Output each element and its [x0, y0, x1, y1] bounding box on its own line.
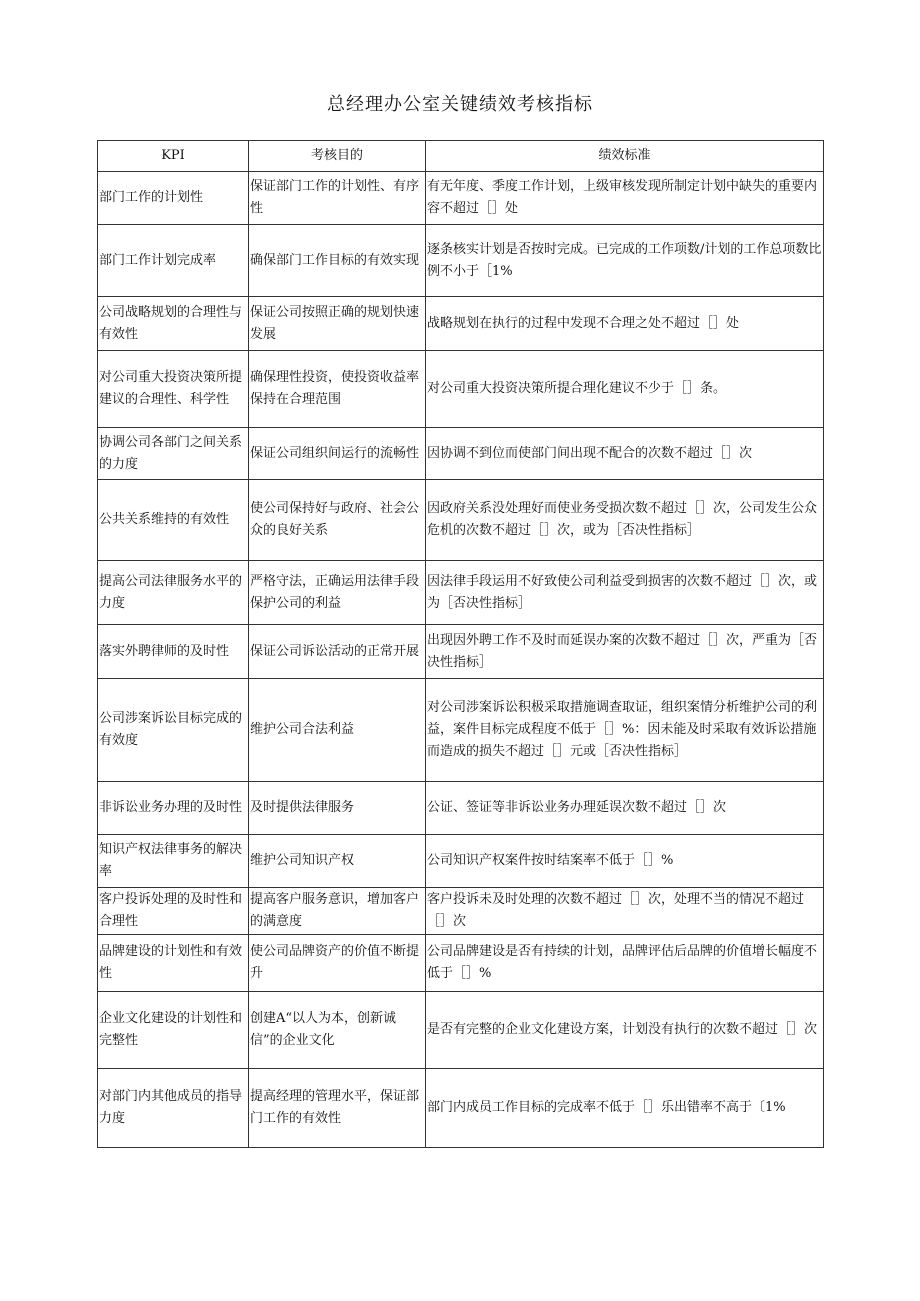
table-header-row: [98, 141, 824, 172]
kpi-cell: 协调公司各部门之间关系的力度: [98, 428, 249, 480]
purpose-cell: 及时提供法律服务: [249, 782, 426, 835]
purpose-cell: 维护公司知识产权: [249, 835, 426, 888]
standard-cell: 战略规划在执行的过程中发现不合理之处不超过［］处: [426, 297, 824, 351]
standard-cell: 公司知识产权案件按时结案率不低于［］%: [426, 835, 824, 888]
table-row: [98, 1069, 824, 1148]
kpi-cell: 部门工作计划完成率: [98, 225, 249, 297]
table-row: [98, 480, 824, 561]
standard-cell: 有无年度、季度工作计划，上级审核发现所制定计划中缺失的重要内容不超过［］处: [426, 172, 824, 225]
standard-cell: 因法律手段运用不好致使公司利益受到损害的次数不超过［］次，或为［否决性指标］: [426, 561, 824, 625]
purpose-cell: 保证公司诉讼活动的正常开展: [249, 625, 426, 679]
purpose-cell: 保证公司按照正确的规划快速发展: [249, 297, 426, 351]
header-purpose: 考核目的: [249, 141, 426, 172]
purpose-cell: 使公司品牌资产的价值不断提升: [249, 935, 426, 992]
purpose-cell: 提高客户服务意识，增加客户的满意度: [249, 888, 426, 935]
purpose-cell: 保证部门工作的计划性、有序性: [249, 172, 426, 225]
header-kpi: KPI: [98, 141, 249, 172]
standard-cell: 对公司重大投资决策所提合理化建议不少于［］条。: [426, 351, 824, 428]
standard-cell: 公证、签证等非诉讼业务办理延误次数不超过［］次: [426, 782, 824, 835]
table-row: [98, 351, 824, 428]
standard-cell: 因协调不到位而使部门间出现不配合的次数不超过［］次: [426, 428, 824, 480]
table-row: [98, 888, 824, 935]
standard-cell: 是否有完整的企业文化建设方案，计划没有执行的次数不超过［］次: [426, 992, 824, 1069]
kpi-cell: 公司涉案诉讼目标完成的有效度: [98, 679, 249, 782]
table-row: [98, 679, 824, 782]
page-title: 总经理办公室关键绩效考核指标: [327, 94, 593, 115]
kpi-cell: 客户投诉处理的及时性和合理性: [98, 888, 249, 935]
kpi-cell: 公司战略规划的合理性与有效性: [98, 297, 249, 351]
header-standard: 绩效标准: [426, 141, 824, 172]
kpi-cell: 对部门内其他成员的指导力度: [98, 1069, 249, 1148]
purpose-cell: 维护公司合法利益: [249, 679, 426, 782]
kpi-cell: 对公司重大投资决策所提建议的合理性、科学性: [98, 351, 249, 428]
table-row: [98, 992, 824, 1069]
kpi-cell: 落实外聘律师的及时性: [98, 625, 249, 679]
standard-cell: 公司品牌建设是否有持续的计划，品牌评估后品牌的价值增长幅度不低于［］%: [426, 935, 824, 992]
standard-cell: 客户投诉未及时处理的次数不超过［］次，处理不当的情况不超过［］次: [426, 888, 824, 935]
table-row: [98, 935, 824, 992]
table-row: [98, 625, 824, 679]
kpi-cell: 提高公司法律服务水平的力度: [98, 561, 249, 625]
table-row: [98, 835, 824, 888]
purpose-cell: 使公司保持好与政府、社会公众的良好关系: [249, 480, 426, 561]
kpi-cell: 品牌建设的计划性和有效性: [98, 935, 249, 992]
purpose-cell: 创建A“以人为本，创新诚信”的企业文化: [249, 992, 426, 1069]
table-row: [98, 782, 824, 835]
standard-cell: 逐条核实计划是否按时完成。已完成的工作项数/计划的工作总项数比例不小于［1%: [426, 225, 824, 297]
kpi-cell: 知识产权法律事务的解决率: [98, 835, 249, 888]
kpi-table: [97, 140, 824, 1148]
purpose-cell: 确保理性投资，使投资收益率保持在合理范围: [249, 351, 426, 428]
kpi-cell: 非诉讼业务办理的及时性: [98, 782, 249, 835]
purpose-cell: 严格守法，正确运用法律手段保护公司的利益: [249, 561, 426, 625]
table-row: [98, 225, 824, 297]
kpi-cell: 部门工作的计划性: [98, 172, 249, 225]
purpose-cell: 提高经理的管理水平，保证部门工作的有效性: [249, 1069, 426, 1148]
table-row: [98, 561, 824, 625]
table-row: [98, 428, 824, 480]
purpose-cell: 保证公司组织间运行的流畅性: [249, 428, 426, 480]
table-row: [98, 297, 824, 351]
standard-cell: 因政府关系没处理好而使业务受损次数不超过［］次，公司发生公众危机的次数不超过［］次，或为［否决性指标］: [426, 480, 824, 561]
purpose-cell: 确保部门工作目标的有效实现: [249, 225, 426, 297]
standard-cell: 部门内成员工作目标的完成率不低于［］乐出错率不高于〔1%: [426, 1069, 824, 1148]
kpi-cell: 公共关系维持的有效性: [98, 480, 249, 561]
table-row: [98, 172, 824, 225]
standard-cell: 出现因外聘工作不及时而延误办案的次数不超过［］次，严重为［否决性指标］: [426, 625, 824, 679]
kpi-cell: 企业文化建设的计划性和完整性: [98, 992, 249, 1069]
standard-cell: 对公司涉案诉讼积极采取措施调查取证，组织案情分析维护公司的利益，案件目标完成程度不低于［］%：因未能及时采取有效诉讼措施而造成的损失不超过［］元或［否决性指标］: [426, 679, 824, 782]
